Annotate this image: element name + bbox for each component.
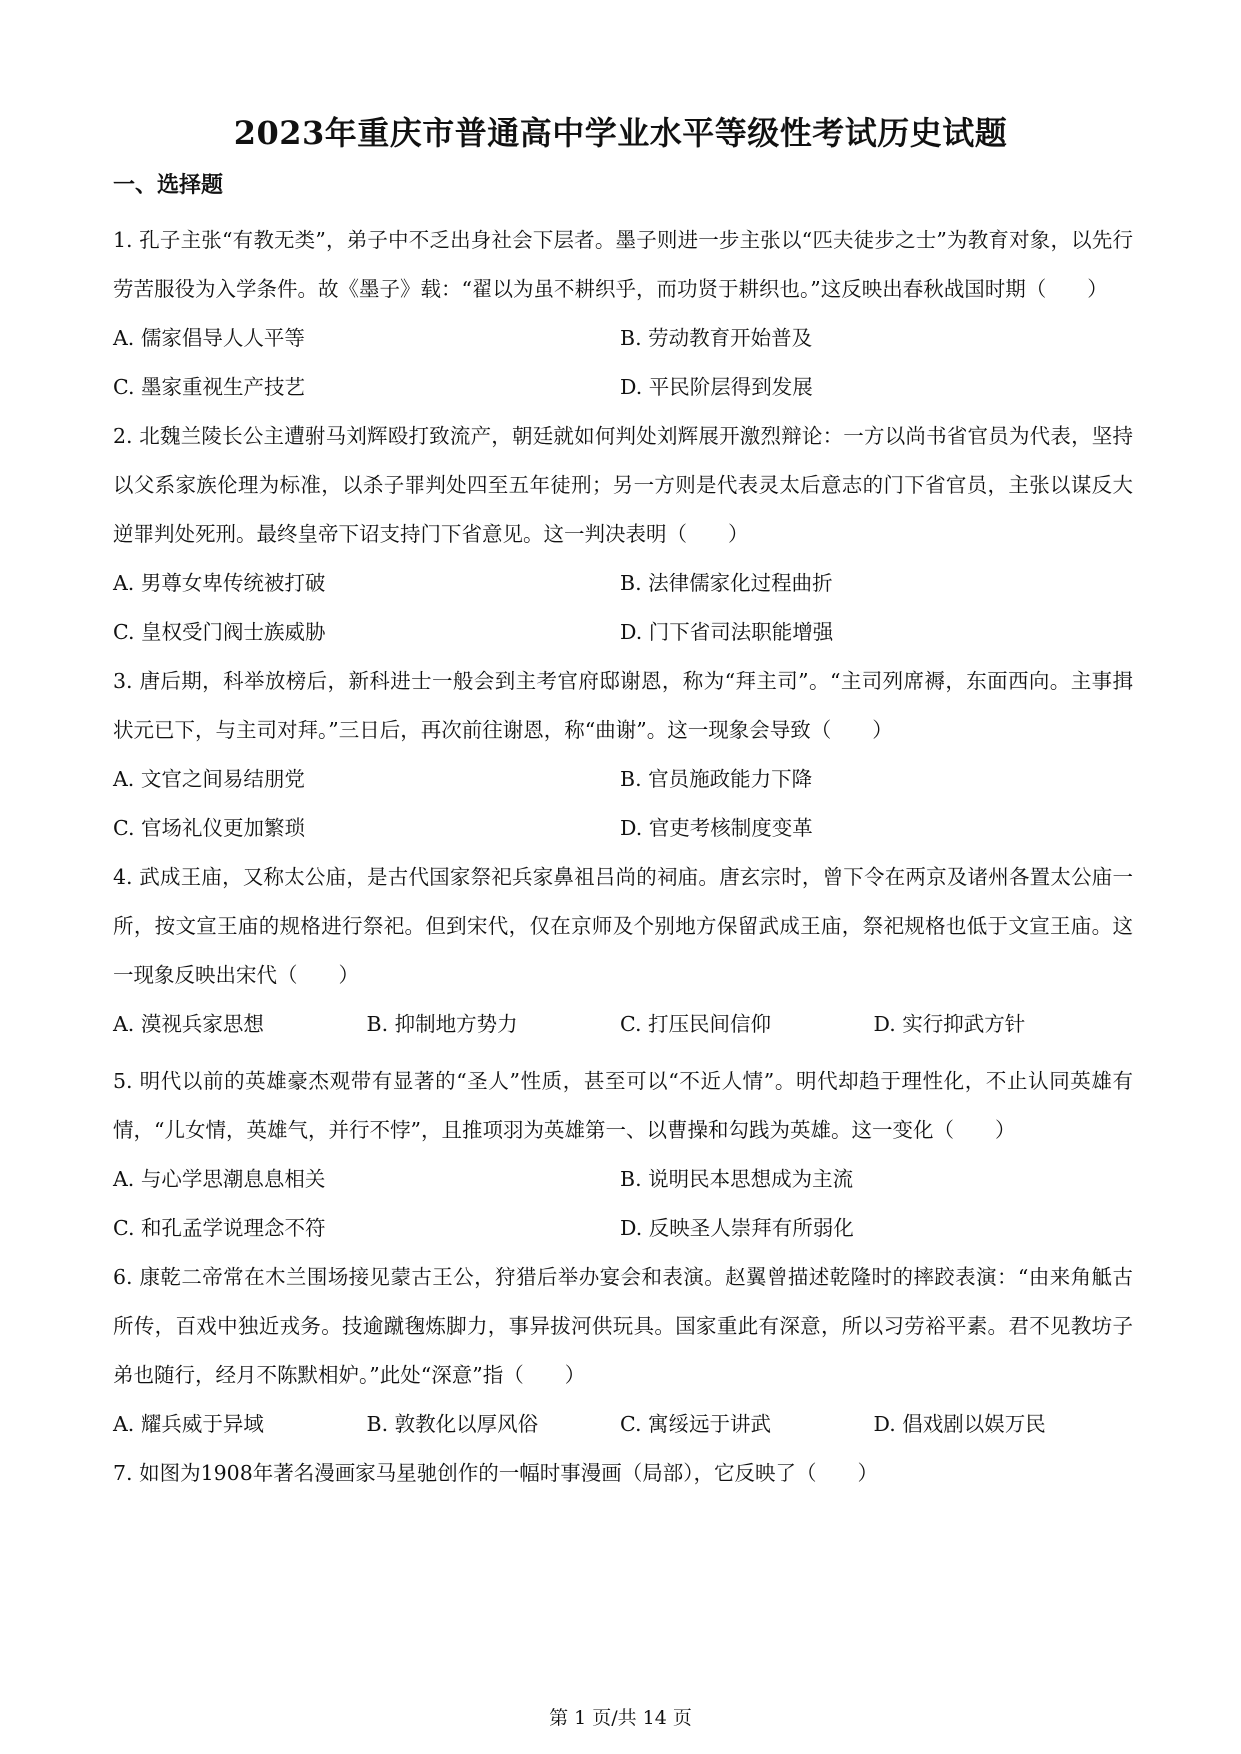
option-d: D. 反映圣人崇拜有所弱化 [620,1216,854,1240]
question-4 [113,853,1133,1049]
option-a: A. 儒家倡导人人平等 [113,326,305,350]
page-footer: 第 1 页/共 14 页 [549,1707,692,1729]
option-list [113,559,1133,657]
option-c: C. 官场礼仪更加繁琐 [113,816,305,840]
document-title: 2023年重庆市普通高中学业水平等级性考试历史试题 [233,114,1008,152]
option-list [113,1400,1133,1449]
question-stem: 2. 北魏兰陵长公主遭驸马刘辉殴打致流产，朝廷就如何判处刘辉展开激烈辩论：一方以尚书省官员为代表，坚持以父系家族伦理为标准，以杀子罪判处四至五年徒刑；另一方则是代表灵太后意志的门下省官员，主张以谋反大逆罪判处死刑。最终皇帝下诏支持门下省意见。这一判决表明（ ） [113,424,1133,546]
option-list [113,1155,1133,1253]
option-b: B. 法律儒家化过程曲折 [620,571,833,595]
option-b: B. 抑制地方势力 [366,1012,518,1036]
question-stem: 3. 唐后期，科举放榜后，新科进士一般会到主考官府邸谢恩，称为“拜主司”。“主司列席褥，东面西向。主事揖状元已下，与主司对拜。”三日后，再次前往谢恩，称“曲谢”。这一现象会导致（ ） [113,669,1133,742]
spacer [113,1049,1133,1057]
section-heading: 一、选择题 [113,172,224,198]
option-b: B. 说明民本思想成为主流 [620,1167,854,1191]
question-7 [113,1449,1133,1498]
option-d: D. 门下省司法职能增强 [620,620,834,644]
question-stem: 7. 如图为1908年著名漫画家马星驰创作的一幅时事漫画（局部），它反映了（ ） [113,1461,878,1485]
question-1 [113,216,1133,412]
question-5 [113,1057,1133,1253]
question-2 [113,412,1133,657]
question-stem: 6. 康乾二帝常在木兰围场接见蒙古王公，狩猎后举办宴会和表演。赵翼曾描述乾隆时的摔跤表演：“由来角觝古所传，百戏中独近戎务。技逾蹴毱炼脚力，事异拔河供玩具。国家重此有深意，所以习劳裕平素。君不见教坊子弟也随行，经月不陈默相妒。”此处“深意”指（ ） [113,1265,1133,1387]
question-6 [113,1253,1133,1449]
option-b: B. 劳动教育开始普及 [620,326,813,350]
option-a: A. 耀兵威于异域 [113,1412,264,1436]
option-a: A. 文官之间易结朋党 [113,767,305,791]
option-c: C. 墨家重视生产技艺 [113,375,305,399]
option-c: C. 和孔孟学说理念不符 [113,1216,326,1240]
question-stem: 4. 武成王庙，又称太公庙，是古代国家祭祀兵家鼻祖吕尚的祠庙。唐玄宗时，曾下令在两京及诸州各置太公庙一所，按文宣王庙的规格进行祭祀。但到宋代，仅在京师及个别地方保留武成王庙，祭祀规格也低于文宣王庙。这一现象反映出宋代（ ） [113,865,1133,987]
question-list [113,216,1133,1498]
option-d: D. 平民阶层得到发展 [620,375,813,399]
question-stem: 1. 孔子主张“有教无类”，弟子中不乏出身社会下层者。墨子则进一步主张以“匹夫徒步之士”为教育对象，以先行劳苦服役为入学条件。故《墨子》载：“翟以为虽不耕织乎，而功贤于耕织也。”这反映出春秋战国时期（ ） [113,228,1133,301]
option-list [113,314,1133,412]
option-b: B. 官员施政能力下降 [620,767,813,791]
option-c: C. 皇权受门阀士族威胁 [113,620,326,644]
question-stem: 5. 明代以前的英雄豪杰观带有显著的“圣人”性质，甚至可以“不近人情”。明代却趋于理性化，不止认同英雄有情，“儿女情，英雄气，并行不悖”，且推项羽为英雄第一、以曹操和勾践为英雄。这一变化（ ） [113,1069,1133,1142]
option-a: A. 漠视兵家思想 [113,1012,264,1036]
option-a: A. 男尊女卑传统被打破 [113,571,326,595]
option-c: C. 打压民间信仰 [620,1012,771,1036]
option-c: C. 寓绥远于讲武 [620,1412,771,1436]
question-3 [113,657,1133,853]
option-list [113,755,1133,853]
option-d: D. 官吏考核制度变革 [620,816,813,840]
option-a: A. 与心学思潮息息相关 [113,1167,326,1191]
option-d: D. 实行抑武方针 [873,1012,1026,1036]
option-d: D. 倡戏剧以娱万民 [873,1412,1046,1436]
option-list [113,1000,1133,1049]
option-b: B. 敦教化以厚风俗 [366,1412,539,1436]
